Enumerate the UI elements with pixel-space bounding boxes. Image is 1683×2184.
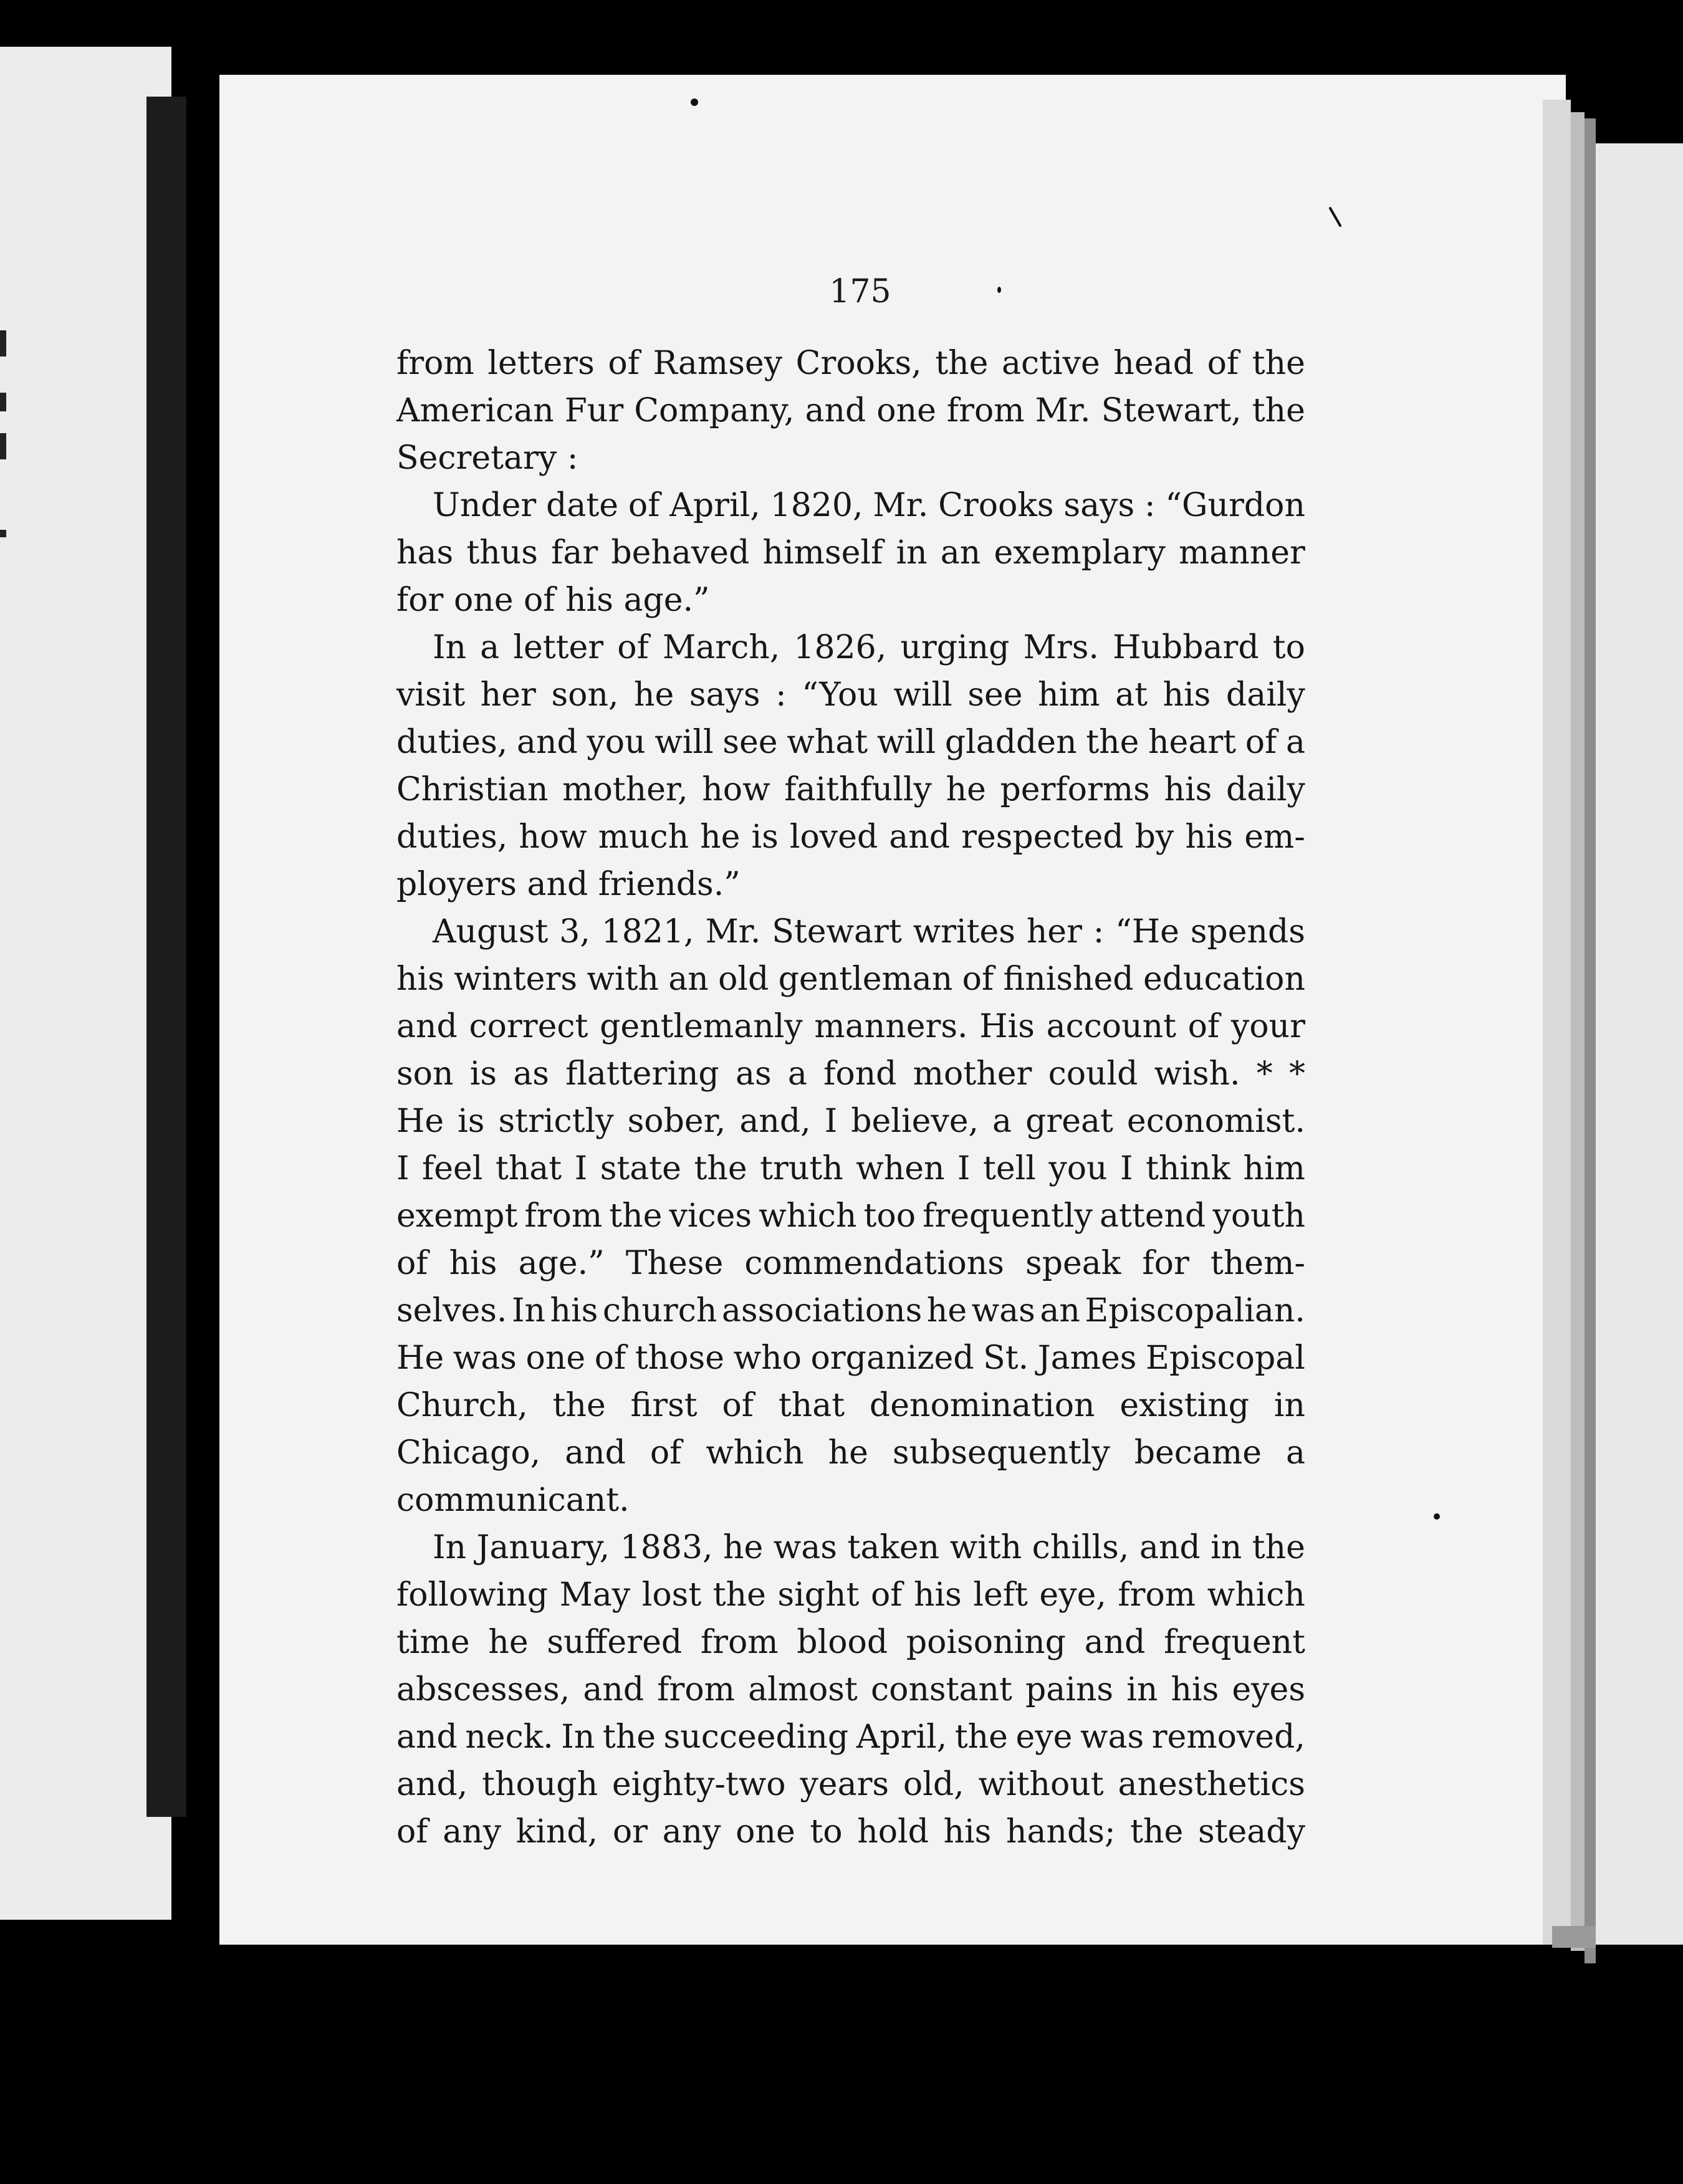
text-line: of any kind, or any one to hold his hands; the steady	[396, 1813, 1305, 1851]
page-edge	[1596, 143, 1683, 1945]
text-line: for one of his age.”	[396, 582, 710, 619]
text-line: time he suffered from blood poisoning and frequent	[396, 1624, 1305, 1661]
text-line: In January, 1883, he was taken with chills, and in the	[433, 1529, 1305, 1566]
text-line: son is as flattering as a fond mother could wish. * *	[396, 1055, 1305, 1093]
text-line: I feel that I state the truth when I tell you I think him	[396, 1150, 1305, 1187]
text-line: duties, how much he is loved and respected by his em-	[396, 818, 1305, 856]
text-line: Chicago, and of which he subsequently became a	[396, 1434, 1305, 1472]
speck	[691, 98, 698, 106]
gutter-shadow	[146, 97, 186, 1817]
page-edge	[1552, 1926, 1596, 1948]
text-line: communicant.	[396, 1482, 630, 1519]
text-line: Christian mother, how faithfully he performs his daily	[396, 771, 1305, 808]
speck	[1434, 1513, 1440, 1520]
text-line: selves. In his church associations he was an Episcopalian.	[396, 1292, 1305, 1329]
text-line: abscesses, and from almost constant pains in his eyes	[396, 1671, 1305, 1708]
text-line: has thus far behaved himself in an exemplary manner	[396, 534, 1305, 572]
text-line: ployers and friends.”	[396, 866, 741, 903]
text-line: exempt from the vices which too frequently attend youth	[396, 1197, 1305, 1235]
page-number: 175	[829, 273, 891, 310]
text-line: duties, and you will see what will gladden the heart of a	[396, 724, 1305, 761]
previous-page-edge	[0, 47, 171, 1920]
text-line: August 3, 1821, Mr. Stewart writes her : “He spends	[433, 913, 1305, 951]
text-line: from letters of Ramsey Crooks, the active head of the	[396, 345, 1305, 382]
text-line: He is strictly sober, and, I believe, a great economist.	[396, 1103, 1305, 1140]
page-edge	[1543, 100, 1571, 1945]
text-line: Church, the first of that denomination existing in	[396, 1387, 1305, 1424]
text-line: visit her son, he says : “You will see him at his daily	[396, 676, 1305, 714]
page-edge	[1585, 118, 1596, 1963]
page-edge	[1571, 112, 1585, 1951]
text-line: In a letter of March, 1826, urging Mrs. Hubbard to	[433, 629, 1305, 666]
text-line: and neck. In the succeeding April, the eye was removed,	[396, 1718, 1305, 1756]
body-text	[396, 340, 1305, 1856]
text-line: He was one of those who organized St. James Episcopal	[396, 1339, 1305, 1377]
text-line: of his age.” These commendations speak for them-	[396, 1245, 1305, 1282]
speck	[997, 287, 1001, 293]
text-line: Secretary :	[396, 439, 578, 477]
left-margin-marks	[0, 330, 9, 580]
text-line: American Fur Company, and one from Mr. Stewart, the	[396, 392, 1305, 429]
text-line: and correct gentlemanly manners. His account of your	[396, 1008, 1305, 1045]
text-line: his winters with an old gentleman of finished education	[396, 960, 1305, 998]
text-line: Under date of April, 1820, Mr. Crooks says : “Gurdon	[433, 487, 1305, 524]
text-line: following May lost the sight of his left eye, from which	[396, 1576, 1305, 1614]
text-line: and, though eighty-two years old, without anesthetics	[396, 1766, 1305, 1803]
